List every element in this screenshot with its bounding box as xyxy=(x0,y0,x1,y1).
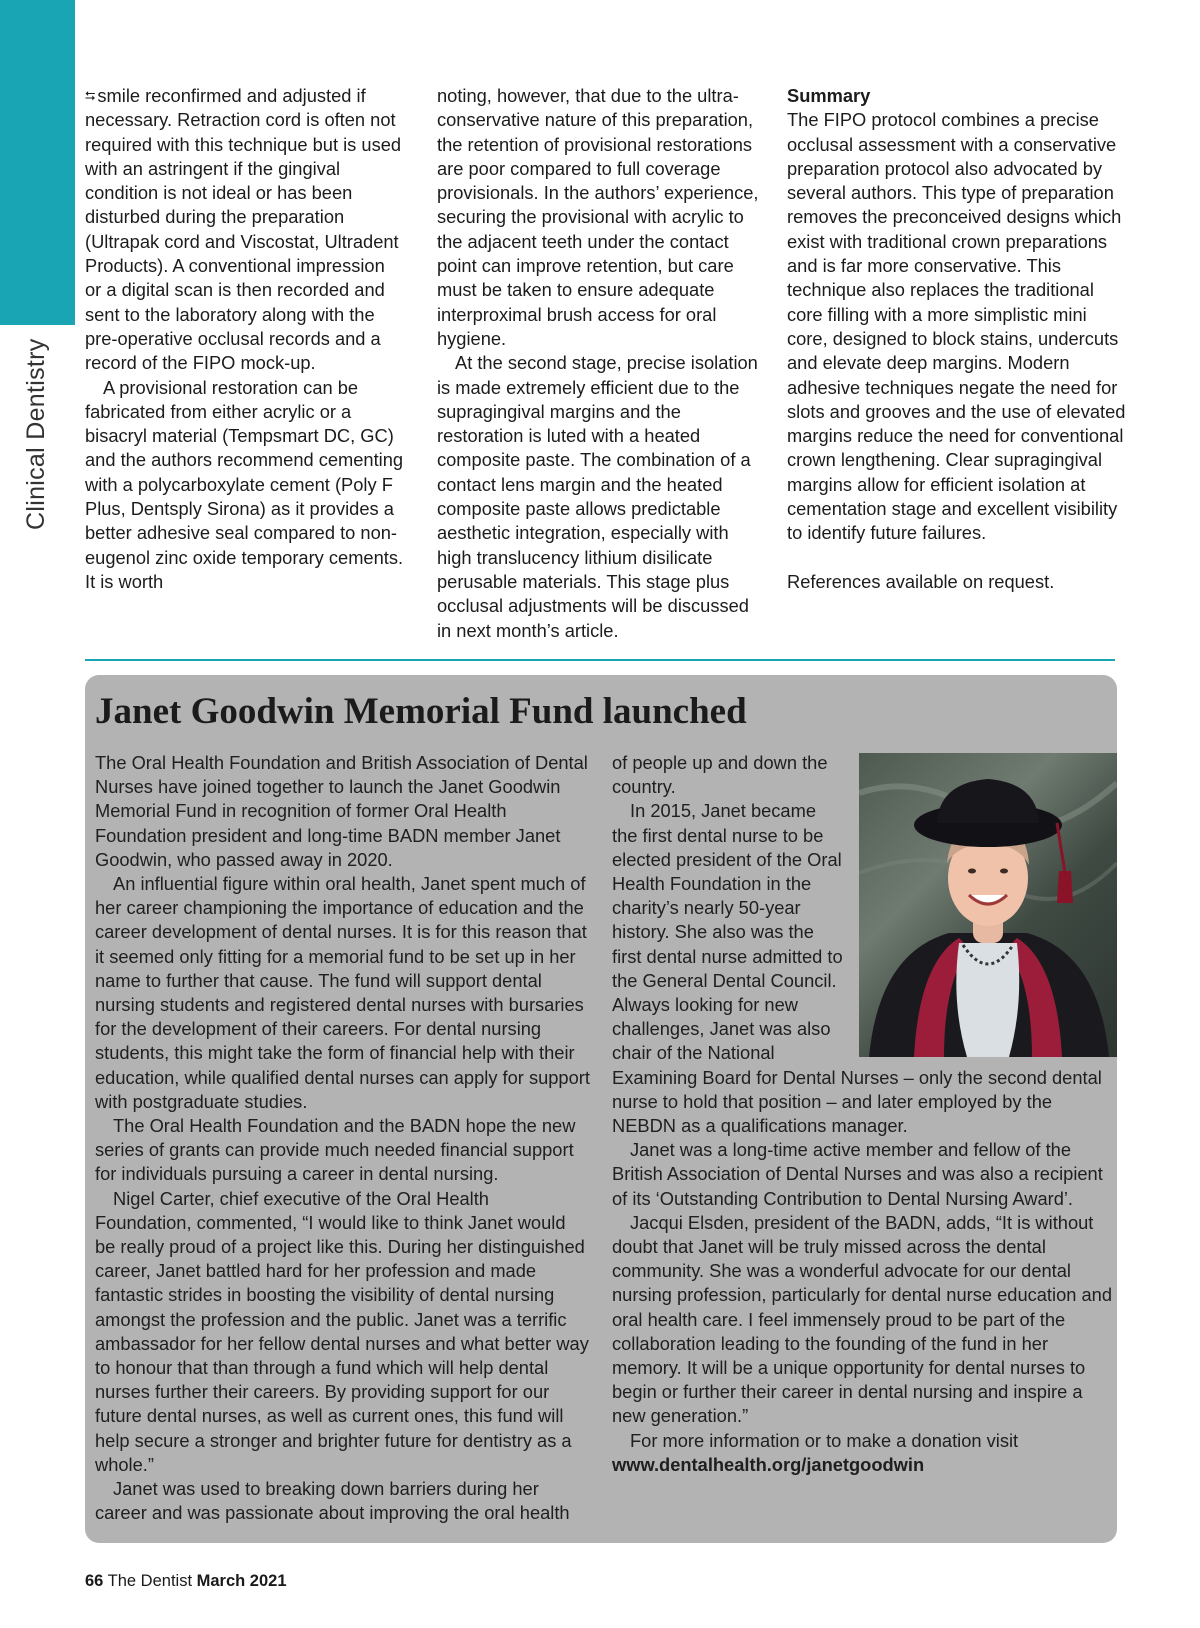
section-color-bar xyxy=(0,0,75,325)
paragraph: An influential figure within oral health, Janet spent much of her career championing the importance of education and the career development of dental nurses. It is for this reason that it seemed only fitting for a memorial fund to be set up in her name to further that cause. The fund will support dental nursing students and registered dental nurses with bursaries for the development of their careers. For dental nursing students, this might take the form of financial help with their education, while qualified dental nurses can apply for support with postgraduate studies. xyxy=(95,873,590,1112)
paragraph: The Oral Health Foundation and British Association of Dental Nurses have joined together to launch the Janet Goodwin Memorial Fund in recognition of former Oral Health Foundation president and long-time BADN member Janet Goodwin, who passed away in 2020. xyxy=(95,752,588,870)
portrait-photo xyxy=(859,753,1117,1057)
summary-heading: Summary xyxy=(787,85,871,106)
publication-name: The Dentist xyxy=(107,1572,193,1590)
article-column-2 xyxy=(437,84,767,643)
paragraph: Jacqui Elsden, president of the BADN, adds, “It is without doubt that Janet will be truly missed across the dental community. She was a wonderful advocate for our dental nursing profession, particularly for dental nurse education and oral health care. I feel immensely proud to be part of the collaboration leading to the founding of the fund in her memory. It will be a unique opportunity for dental nurses to begin or further their career in dental nursing and inspire a new generation.” xyxy=(612,1211,1112,1427)
section-label xyxy=(22,338,62,730)
paragraph: Janet was a long-time active member and fellow of the British Association of Dental Nurses and was also a recipient of its ‘Outstanding Contribution to Dental Nursing Award’. xyxy=(612,1139,1103,1209)
paragraph-text: smile reconfirmed and adjusted if necessary. Retraction cord is often not required with this technique but is used with an astringent if the gingival condition is not ideal or has been disturbed during the preparation (Ultrapak cord and Viscostat, Ultradent Products). A conventional impression or a digital scan is then recorded and sent to the laboratory along with the pre-operative occlusal records and a record of the FIPO mock-up. xyxy=(85,85,402,374)
paragraph: Janet was used to breaking down barriers during her career and was passionate about improving the oral health xyxy=(95,1478,570,1524)
page-number: 66 xyxy=(85,1572,104,1590)
section-label-text: Clinical Dentistry xyxy=(22,338,50,530)
paragraph: The Oral Health Foundation and the BADN hope the new series of grants can provide much needed financial support for individuals pursuing a career in dental nursing. xyxy=(95,1115,576,1185)
news-column-1 xyxy=(95,751,590,1526)
issue-date: March 2021 xyxy=(196,1572,287,1590)
paragraph xyxy=(85,84,405,376)
news-column-2 xyxy=(612,751,1117,1477)
paragraph: of people up and down the country. xyxy=(612,752,828,798)
donation-link[interactable]: www.dentalhealth.org/janetgoodwin xyxy=(612,1453,925,1475)
section-divider xyxy=(85,659,1115,661)
summary-body: The FIPO protocol combines a precise occlusal assessment with a conservative preparation protocol also advocated by several authors. This type of preparation removes the preconceived designs which exist with traditional crown preparations and is far more conservative. This technique also replaces the traditional core filling with a more simplistic mini core, designed to block stains, undercuts and elevate deep margins. Modern adhesive techniques negate the need for slots and grooves and the use of elevated margins reduce the need for conventional crown lengthening. Clear supragingival margins allow for efficient isolation at cementation stage and excellent visibility to identify future failures. xyxy=(787,109,1126,544)
article-column-1 xyxy=(85,84,405,594)
news-box-title: Janet Goodwin Memorial Fund launched xyxy=(95,691,747,732)
paragraph: A provisional restoration can be fabricated from either acrylic or a bisacryl material (Tempsmart DC, GC) and the authors recommend cementing with a polycarboxylate cement (Poly F Plus, Dentsply Sirona) as it provides a better adhesive seal compared to non-eugenol zinc oxide temporary cements. It is worth xyxy=(85,376,404,592)
triangle-arrow-icon: ⮀ xyxy=(85,88,96,103)
page-footer xyxy=(85,1572,287,1591)
paragraph: At the second stage, precise isolation is made extremely efficient due to the supragingival margins and the restoration is luted with a heated composite paste. The combination of a contact lens margin and the heated composite paste allows predictable aesthetic integration, especially with high translucency lithium disilicate perusable materials. This stage plus occlusal adjustments will be discussed in next month’s article. xyxy=(437,352,758,641)
paragraph: Nigel Carter, chief executive of the Oral Health Foundation, commented, “I would like to think Janet would be really proud of a project like this. During her distinguished career, Janet battled hard for her profession and made fantastic strides in boosting the visibility of dental nursing amongst the profession and the public. Janet was a terrific ambassador for her fellow dental nurses and what better way to honour that than through a fund which will help dental nurses further their careers. By providing support for our future dental nurses, as well as current ones, this fund will help secure a stronger and brighter future for dentistry as a whole.” xyxy=(95,1187,589,1475)
paragraph: In 2015, Janet became the first dental nurse to be elected president of the Oral Health Foundation in the charity’s nearly 50-year history. She also was the first dental nurse admitted to the General Dental Council. Always looking for new challenges, Janet was also chair of the National Examining Board for Dental Nurses – only the second dental nurse to hold that position – and later employed by the NEBDN as a qualifications manager. xyxy=(612,800,1102,1137)
references-note: References available on request. xyxy=(787,570,1055,592)
paragraph: noting, however, that due to the ultra-conservative nature of this preparation, the retention of provisional restorations are poor compared to full coverage provisionals. In the authors’ experience, securing the provisional with acrylic to the adjacent teeth under the contact point can improve retention, but care must be taken to ensure adequate interproximal brush access for oral hygiene. xyxy=(437,85,759,349)
article-column-3 xyxy=(787,84,1127,594)
paragraph: For more information or to make a donation visit xyxy=(630,1429,1019,1451)
